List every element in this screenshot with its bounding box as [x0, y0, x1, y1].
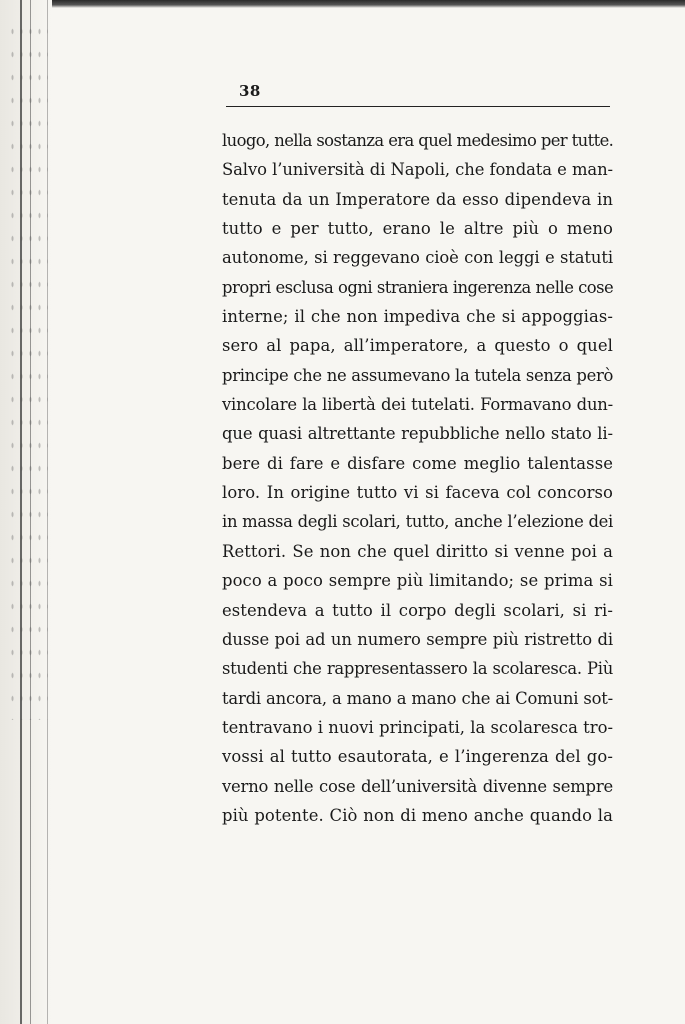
text-line: tentravano i nuovi principati, la scolaresca tro- — [222, 717, 613, 737]
text-line: studenti che rappresentassero la scolaresca. Più — [222, 659, 613, 679]
text-line: interne; il che non impediva che si appoggias- — [222, 307, 613, 327]
text-line: Salvo l’università di Napoli, che fondata e man- — [222, 160, 613, 180]
header-rule — [226, 106, 610, 107]
text-line: Rettori. Se non che quel diritto si venne poi a — [222, 541, 613, 561]
text-line: vossi al tutto esautorata, e l’ingerenza del go- — [222, 747, 613, 767]
text-line: bere di fare e disfare come meglio talentasse — [222, 453, 613, 473]
text-line: vincolare la libertà dei tutelati. Formavano dun- — [222, 395, 613, 415]
text-line: verno nelle cose dell’università divenne sempre — [222, 776, 613, 796]
text-line: estendeva a tutto il corpo degli scolari, si ri- — [222, 600, 613, 620]
page-number: 38 — [239, 82, 261, 100]
text-line: in massa degli scolari, tutto, anche l’elezione dei — [222, 512, 613, 532]
text-line: più potente. Ciò non di meno anche quando la — [222, 805, 613, 825]
body-text — [222, 126, 613, 830]
page-top-edge — [0, 0, 685, 8]
text-line: luogo, nella sostanza era quel medesimo per tutte. — [222, 131, 614, 150]
gutter-specks — [8, 20, 48, 720]
text-line: poco a poco sempre più limitando; se prima si — [222, 571, 613, 591]
text-line: principe che ne assumevano la tutela senza però — [222, 365, 614, 385]
text-line: dusse poi ad un numero sempre più ristretto di — [222, 629, 613, 649]
text-line: propri esclusa ogni straniera ingerenza nelle cose — [222, 277, 614, 297]
binding-gutter — [0, 0, 52, 1024]
text-line: tardi ancora, a mano a mano che ai Comuni sot- — [222, 688, 613, 708]
text-line: sero al papa, all’imperatore, a questo o quel — [222, 336, 613, 356]
text-line: autonome, si reggevano cioè con leggi e statuti — [222, 248, 613, 268]
text-line: loro. In origine tutto vi si faceva col concorso — [222, 483, 613, 503]
text-line: tenuta da un Imperatore da esso dipendeva in — [222, 189, 613, 209]
text-line: que quasi altrettante repubbliche nello stato li- — [222, 424, 613, 444]
text-line: tutto e per tutto, erano le altre più o meno — [222, 219, 613, 239]
